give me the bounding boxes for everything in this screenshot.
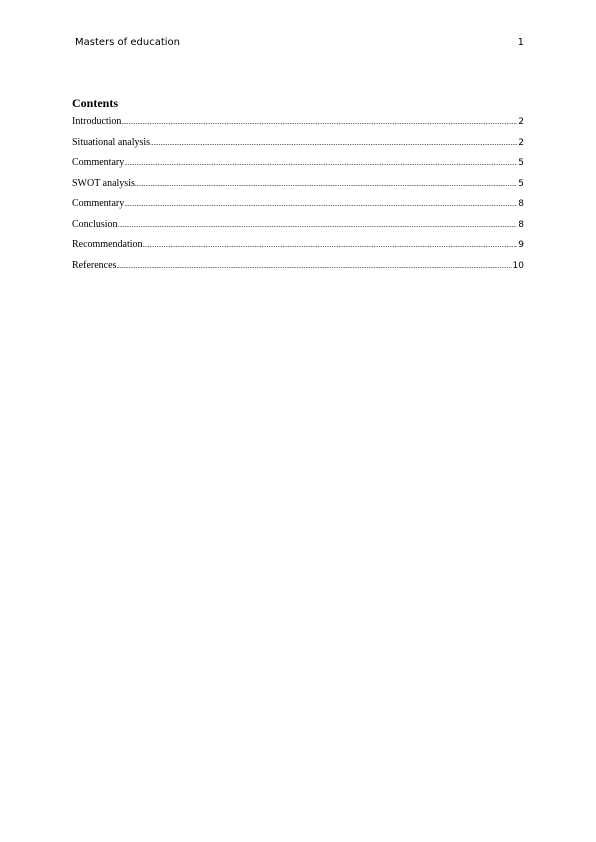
toc-entry-page: 5	[518, 158, 524, 168]
table-of-contents	[72, 95, 524, 279]
toc-entry-label: References	[72, 259, 117, 271]
toc-entry-commentary[interactable]	[72, 156, 524, 177]
toc-dot-leader	[124, 156, 517, 170]
toc-entry-page: 2	[518, 137, 524, 148]
toc-entry-label: Situational analysis	[72, 136, 151, 148]
toc-entry-label: Conclusion	[72, 218, 118, 230]
toc-dot-leader	[121, 115, 517, 129]
page-header	[75, 36, 524, 50]
toc-entry-introduction[interactable]	[72, 115, 524, 136]
toc-entry-page: 2	[518, 117, 524, 127]
toc-dot-leader	[118, 218, 518, 232]
toc-entry-label: Recommendation	[72, 239, 143, 250]
toc-dot-leader	[143, 238, 518, 252]
toc-dot-leader	[135, 177, 517, 191]
toc-entry-conclusion[interactable]	[72, 218, 524, 239]
toc-entry-page: 8	[518, 199, 524, 209]
toc-dot-leader	[150, 136, 517, 150]
toc-entry-label: Commentary	[72, 198, 125, 209]
toc-entry-situational-analysis[interactable]	[72, 136, 524, 157]
toc-entry-references[interactable]	[72, 259, 524, 280]
toc-entry-recommendation[interactable]	[72, 238, 524, 259]
header-title: Masters of education	[75, 37, 180, 48]
toc-entry-label: SWOT analysis	[72, 177, 135, 189]
toc-entry-page: 5	[518, 178, 524, 189]
toc-entry-label: Commentary	[72, 157, 125, 168]
toc-entry-page: 10	[512, 260, 524, 271]
toc-dot-leader	[116, 259, 511, 273]
toc-entry-swot-analysis[interactable]	[72, 177, 524, 198]
toc-entry-page: 9	[518, 240, 524, 250]
header-page-number: 1	[517, 37, 524, 48]
toc-entry-commentary-2[interactable]	[72, 197, 524, 218]
toc-entry-page: 8	[518, 219, 524, 230]
toc-entry-label: Introduction	[72, 116, 122, 127]
toc-list	[72, 115, 524, 279]
toc-dot-leader	[124, 197, 517, 211]
toc-heading: Contents	[72, 96, 119, 110]
